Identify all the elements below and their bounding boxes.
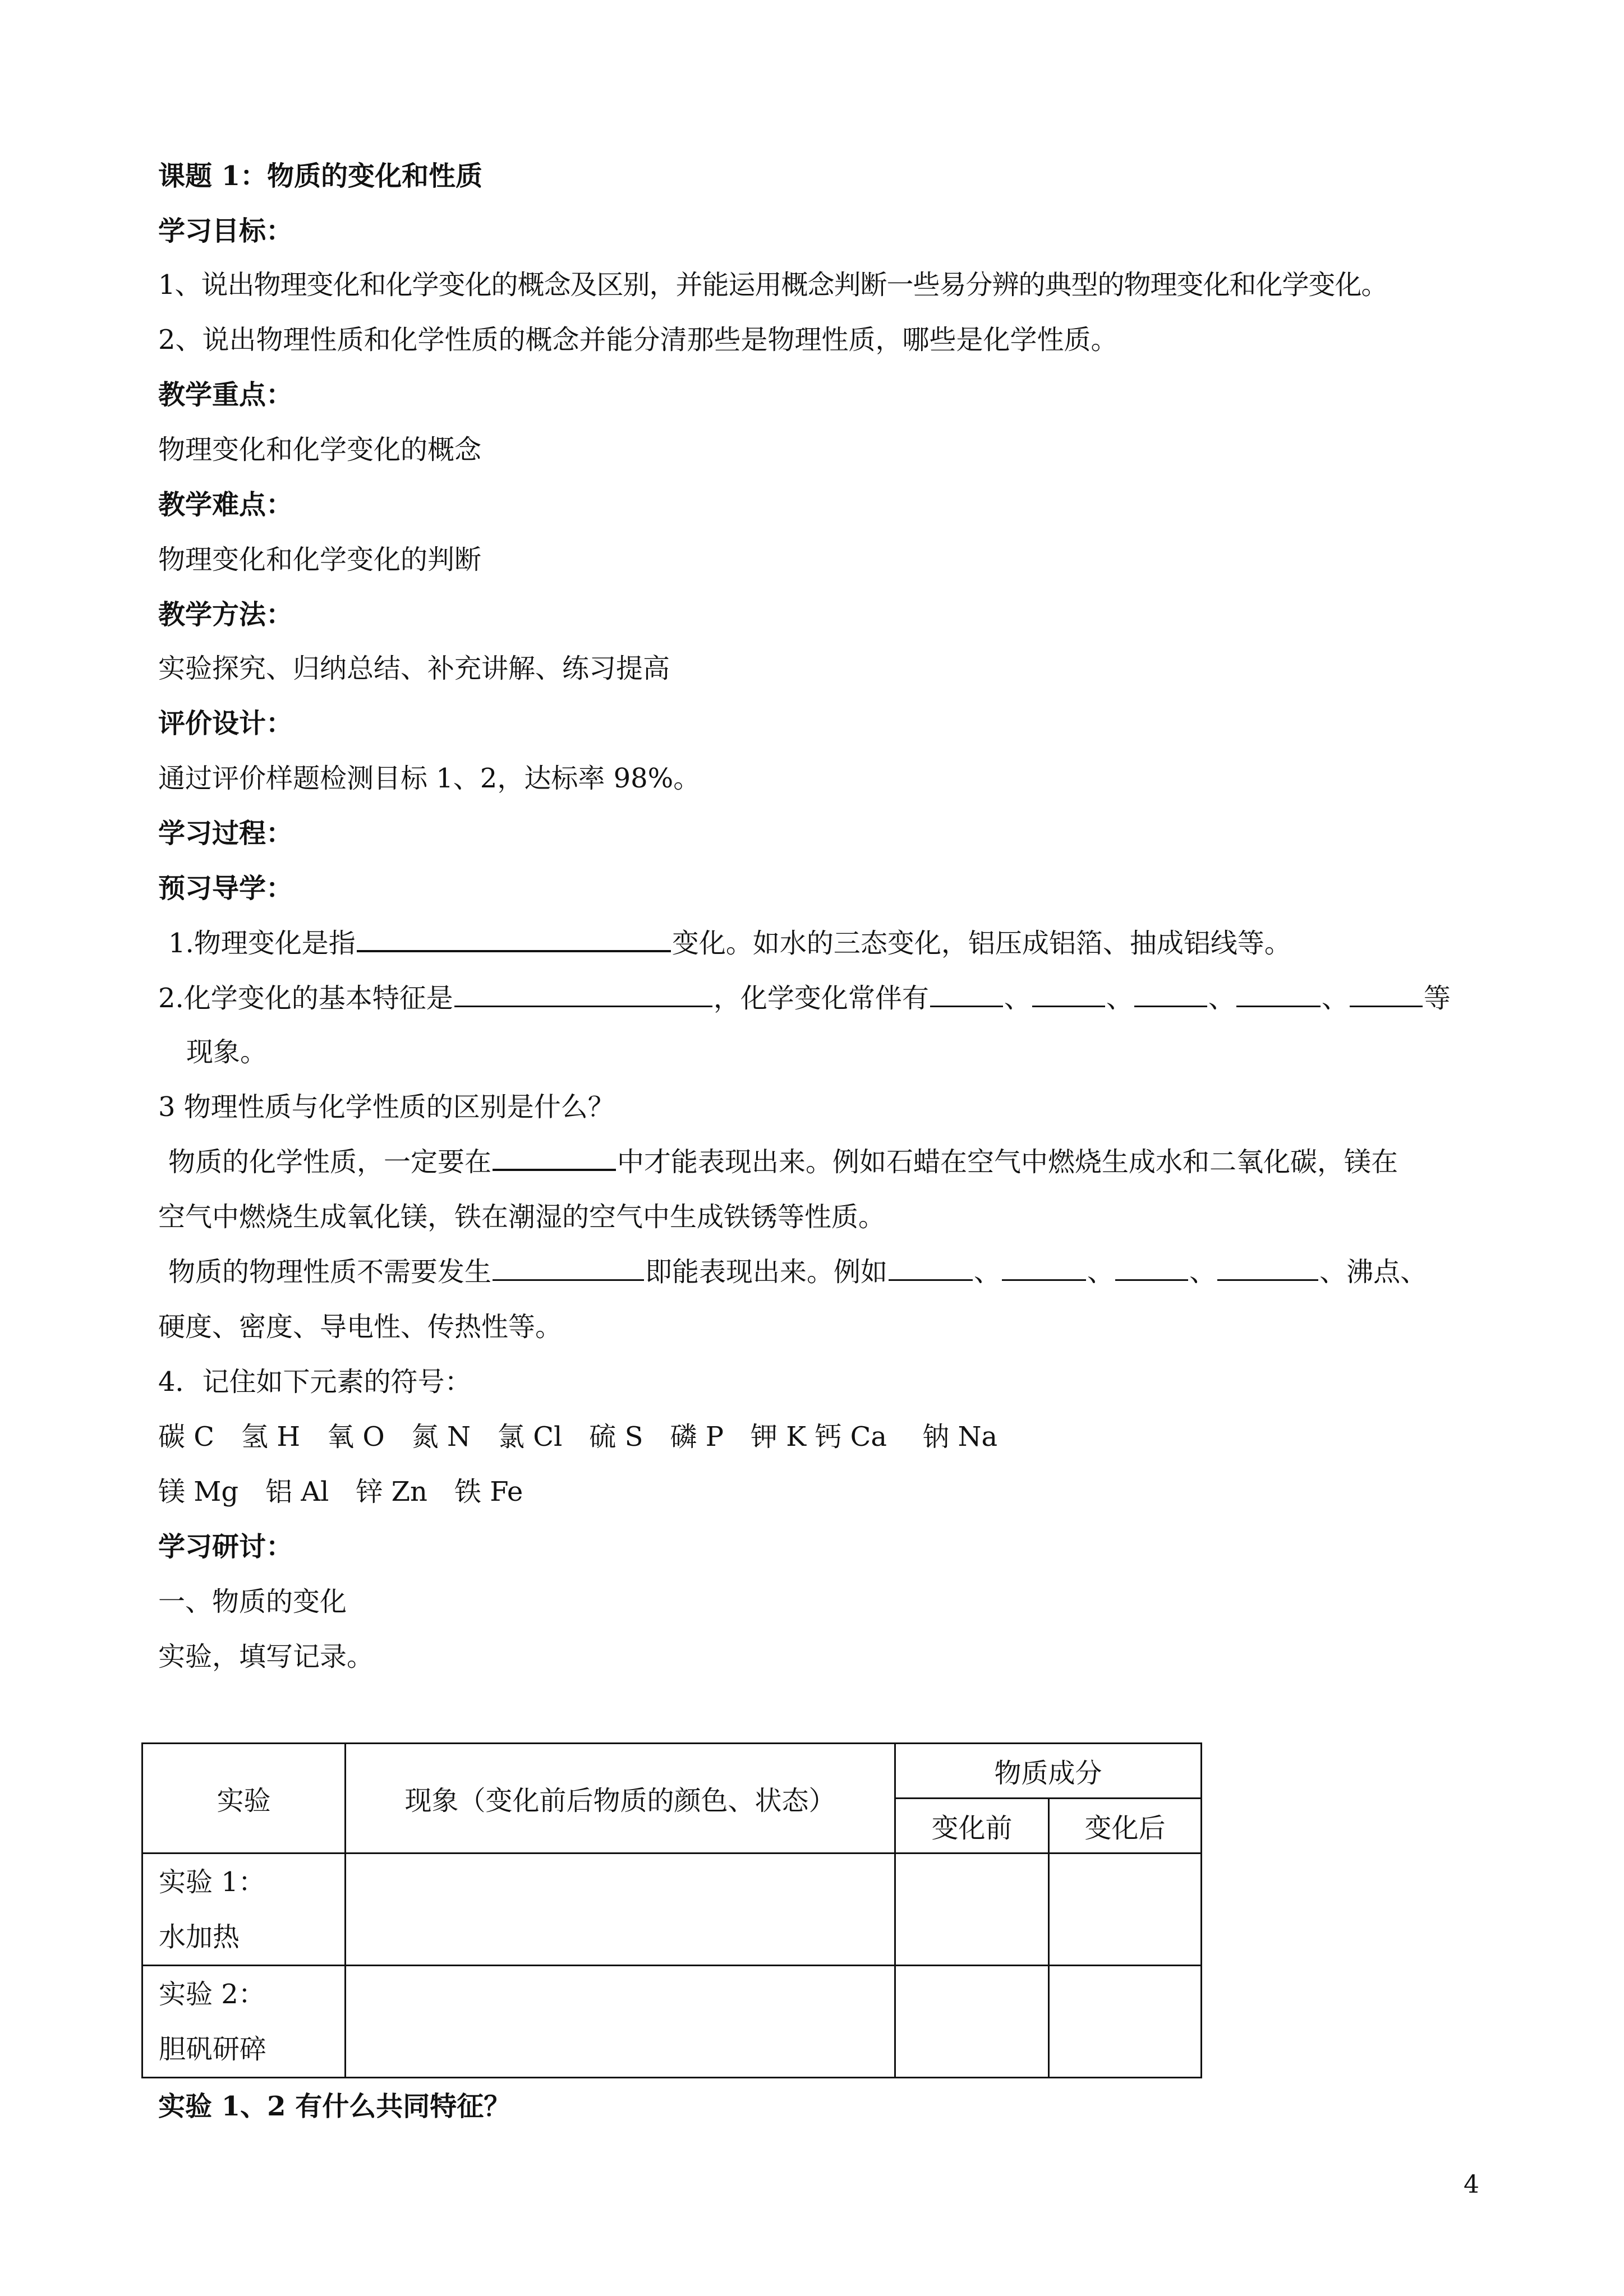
header-experiment: 实验 xyxy=(142,1744,346,1854)
objectives-heading: 学习目标： xyxy=(158,215,293,247)
row-label-line2: 水加热 xyxy=(159,1921,240,1953)
q3-phys-blank-4[interactable] xyxy=(1217,1255,1318,1281)
phenomenon-cell[interactable] xyxy=(346,1854,895,1966)
q3-phys-blank-3[interactable] xyxy=(1115,1255,1188,1281)
table-row xyxy=(142,1854,1202,1966)
experiment-table xyxy=(141,1742,1202,2078)
q2-sep: 、 xyxy=(1106,983,1133,1014)
q3-chem-blank[interactable] xyxy=(493,1144,616,1171)
q3-chem-prefix: 物质的化学性质，一定要在 xyxy=(168,1146,492,1178)
q3-phys-blank-2[interactable] xyxy=(1002,1255,1086,1281)
q2-blank-1[interactable] xyxy=(930,981,1003,1007)
study-section: 一、物质的变化 xyxy=(158,1586,347,1617)
header-before: 变化前 xyxy=(895,1799,1049,1854)
q2-wrap: 现象。 xyxy=(186,1036,268,1068)
difficulty-text: 物理变化和化学变化的判断 xyxy=(158,544,482,575)
row-label-line1: 实验 1： xyxy=(159,1866,265,1898)
q2-blank-2[interactable] xyxy=(1032,981,1105,1007)
after-cell[interactable] xyxy=(1049,1854,1202,1966)
key-point-text: 物理变化和化学变化的概念 xyxy=(158,434,482,465)
after-cell[interactable] xyxy=(1049,1966,1202,2078)
q4-elements-row1: 碳 C 氢 H 氧 O 氮 N 氯 Cl 硫 S 磷 P 钾 K 钙 Ca 钠 Na xyxy=(158,1421,998,1453)
row-label-line1: 实验 2： xyxy=(159,1978,265,2010)
preview-q2 xyxy=(158,980,1489,1016)
q1-blank[interactable] xyxy=(357,925,671,952)
common-feature-question: 实验 1、2 有什么共同特征？ xyxy=(158,2091,511,2122)
q3-sep: 、 xyxy=(974,1256,1001,1288)
difficulty-heading: 教学难点： xyxy=(158,489,293,520)
study-heading: 学习研讨： xyxy=(158,1531,293,1562)
q3-phys-end: 、沸点、 xyxy=(1319,1256,1428,1288)
page-title: 课题 1：物质的变化和性质 xyxy=(158,160,483,192)
page-number: 4 xyxy=(1464,2170,1479,2199)
q2-end: 等 xyxy=(1423,983,1451,1014)
method-text: 实验探究、归纳总结、补充讲解、练习提高 xyxy=(158,653,670,684)
evaluation-text: 通过评价样题检测目标 1、2，达标率 98%。 xyxy=(158,763,701,794)
before-cell[interactable] xyxy=(895,1854,1049,1966)
table-row xyxy=(142,1966,1202,2078)
q3-sep: 、 xyxy=(1087,1256,1115,1288)
row-label xyxy=(142,1966,346,2078)
preview-heading: 预习导学： xyxy=(158,873,293,904)
q2-prefix: 2.化学变化的基本特征是 xyxy=(158,983,453,1014)
q3-phys-cont: 硬度、密度、导电性、传热性等。 xyxy=(158,1311,563,1343)
q3-phys-blank-1[interactable] xyxy=(889,1255,973,1281)
process-heading: 学习过程： xyxy=(158,818,293,849)
q3-chem-suffix: 中才能表现出来。例如石蜡在空气中燃烧生成水和二氧化碳，镁在 xyxy=(617,1146,1398,1178)
q3-sep: 、 xyxy=(1189,1256,1217,1288)
header-phenomenon: 现象（变化前后物质的颜色、状态） xyxy=(346,1744,895,1854)
row-label xyxy=(142,1854,346,1966)
before-cell[interactable] xyxy=(895,1966,1049,2078)
q3-phys-blank[interactable] xyxy=(493,1255,644,1281)
q3-phys-prefix: 物质的物理性质不需要发生 xyxy=(168,1256,492,1288)
q1-prefix: 1.物理变化是指 xyxy=(168,928,356,959)
preview-q1 xyxy=(168,925,1489,961)
q3-phys-middle: 即能表现出来。例如 xyxy=(645,1256,888,1288)
key-point-heading: 教学重点： xyxy=(158,379,293,411)
q4-heading: 4．记住如下元素的符号： xyxy=(158,1366,472,1398)
evaluation-heading: 评价设计： xyxy=(158,708,293,739)
q3-chem-cont: 空气中燃烧生成氧化镁，铁在潮湿的空气中生成铁锈等性质。 xyxy=(158,1201,886,1233)
method-heading: 教学方法： xyxy=(158,599,293,630)
header-composition: 物质成分 xyxy=(895,1744,1202,1799)
q2-blank-4[interactable] xyxy=(1236,981,1321,1007)
q2-sep: 、 xyxy=(1208,983,1235,1014)
q2-sep: 、 xyxy=(1004,983,1031,1014)
q2-sep: 、 xyxy=(1321,983,1349,1014)
study-instruction: 实验，填写记录。 xyxy=(158,1641,374,1672)
objective-1: 1、说出物理变化和化学变化的概念及区别，并能运用概念判断一些易分辨的典型的物理变化和化学变化。 xyxy=(158,269,1388,301)
q3-chem xyxy=(168,1144,1489,1180)
q2-blank-5[interactable] xyxy=(1350,981,1423,1007)
q3-heading: 3 物理性质与化学性质的区别是什么？ xyxy=(158,1091,615,1123)
row-label-line2: 胆矾研碎 xyxy=(159,2033,267,2065)
q2-blank-feature[interactable] xyxy=(454,981,712,1007)
q3-phys xyxy=(168,1254,1489,1290)
phenomenon-cell[interactable] xyxy=(346,1966,895,2078)
q2-middle: ，化学变化常伴有 xyxy=(713,983,929,1014)
objective-2: 2、说出物理性质和化学性质的概念并能分清那些是物理性质，哪些是化学性质。 xyxy=(158,324,1118,356)
q4-elements-row2: 镁 Mg 铝 Al 锌 Zn 铁 Fe xyxy=(158,1476,523,1507)
q2-blank-3[interactable] xyxy=(1134,981,1207,1007)
table-header-row xyxy=(142,1744,1202,1799)
q1-suffix: 变化。如水的三态变化，铝压成铝箔、抽成铝线等。 xyxy=(671,928,1291,959)
header-after: 变化后 xyxy=(1049,1799,1202,1854)
